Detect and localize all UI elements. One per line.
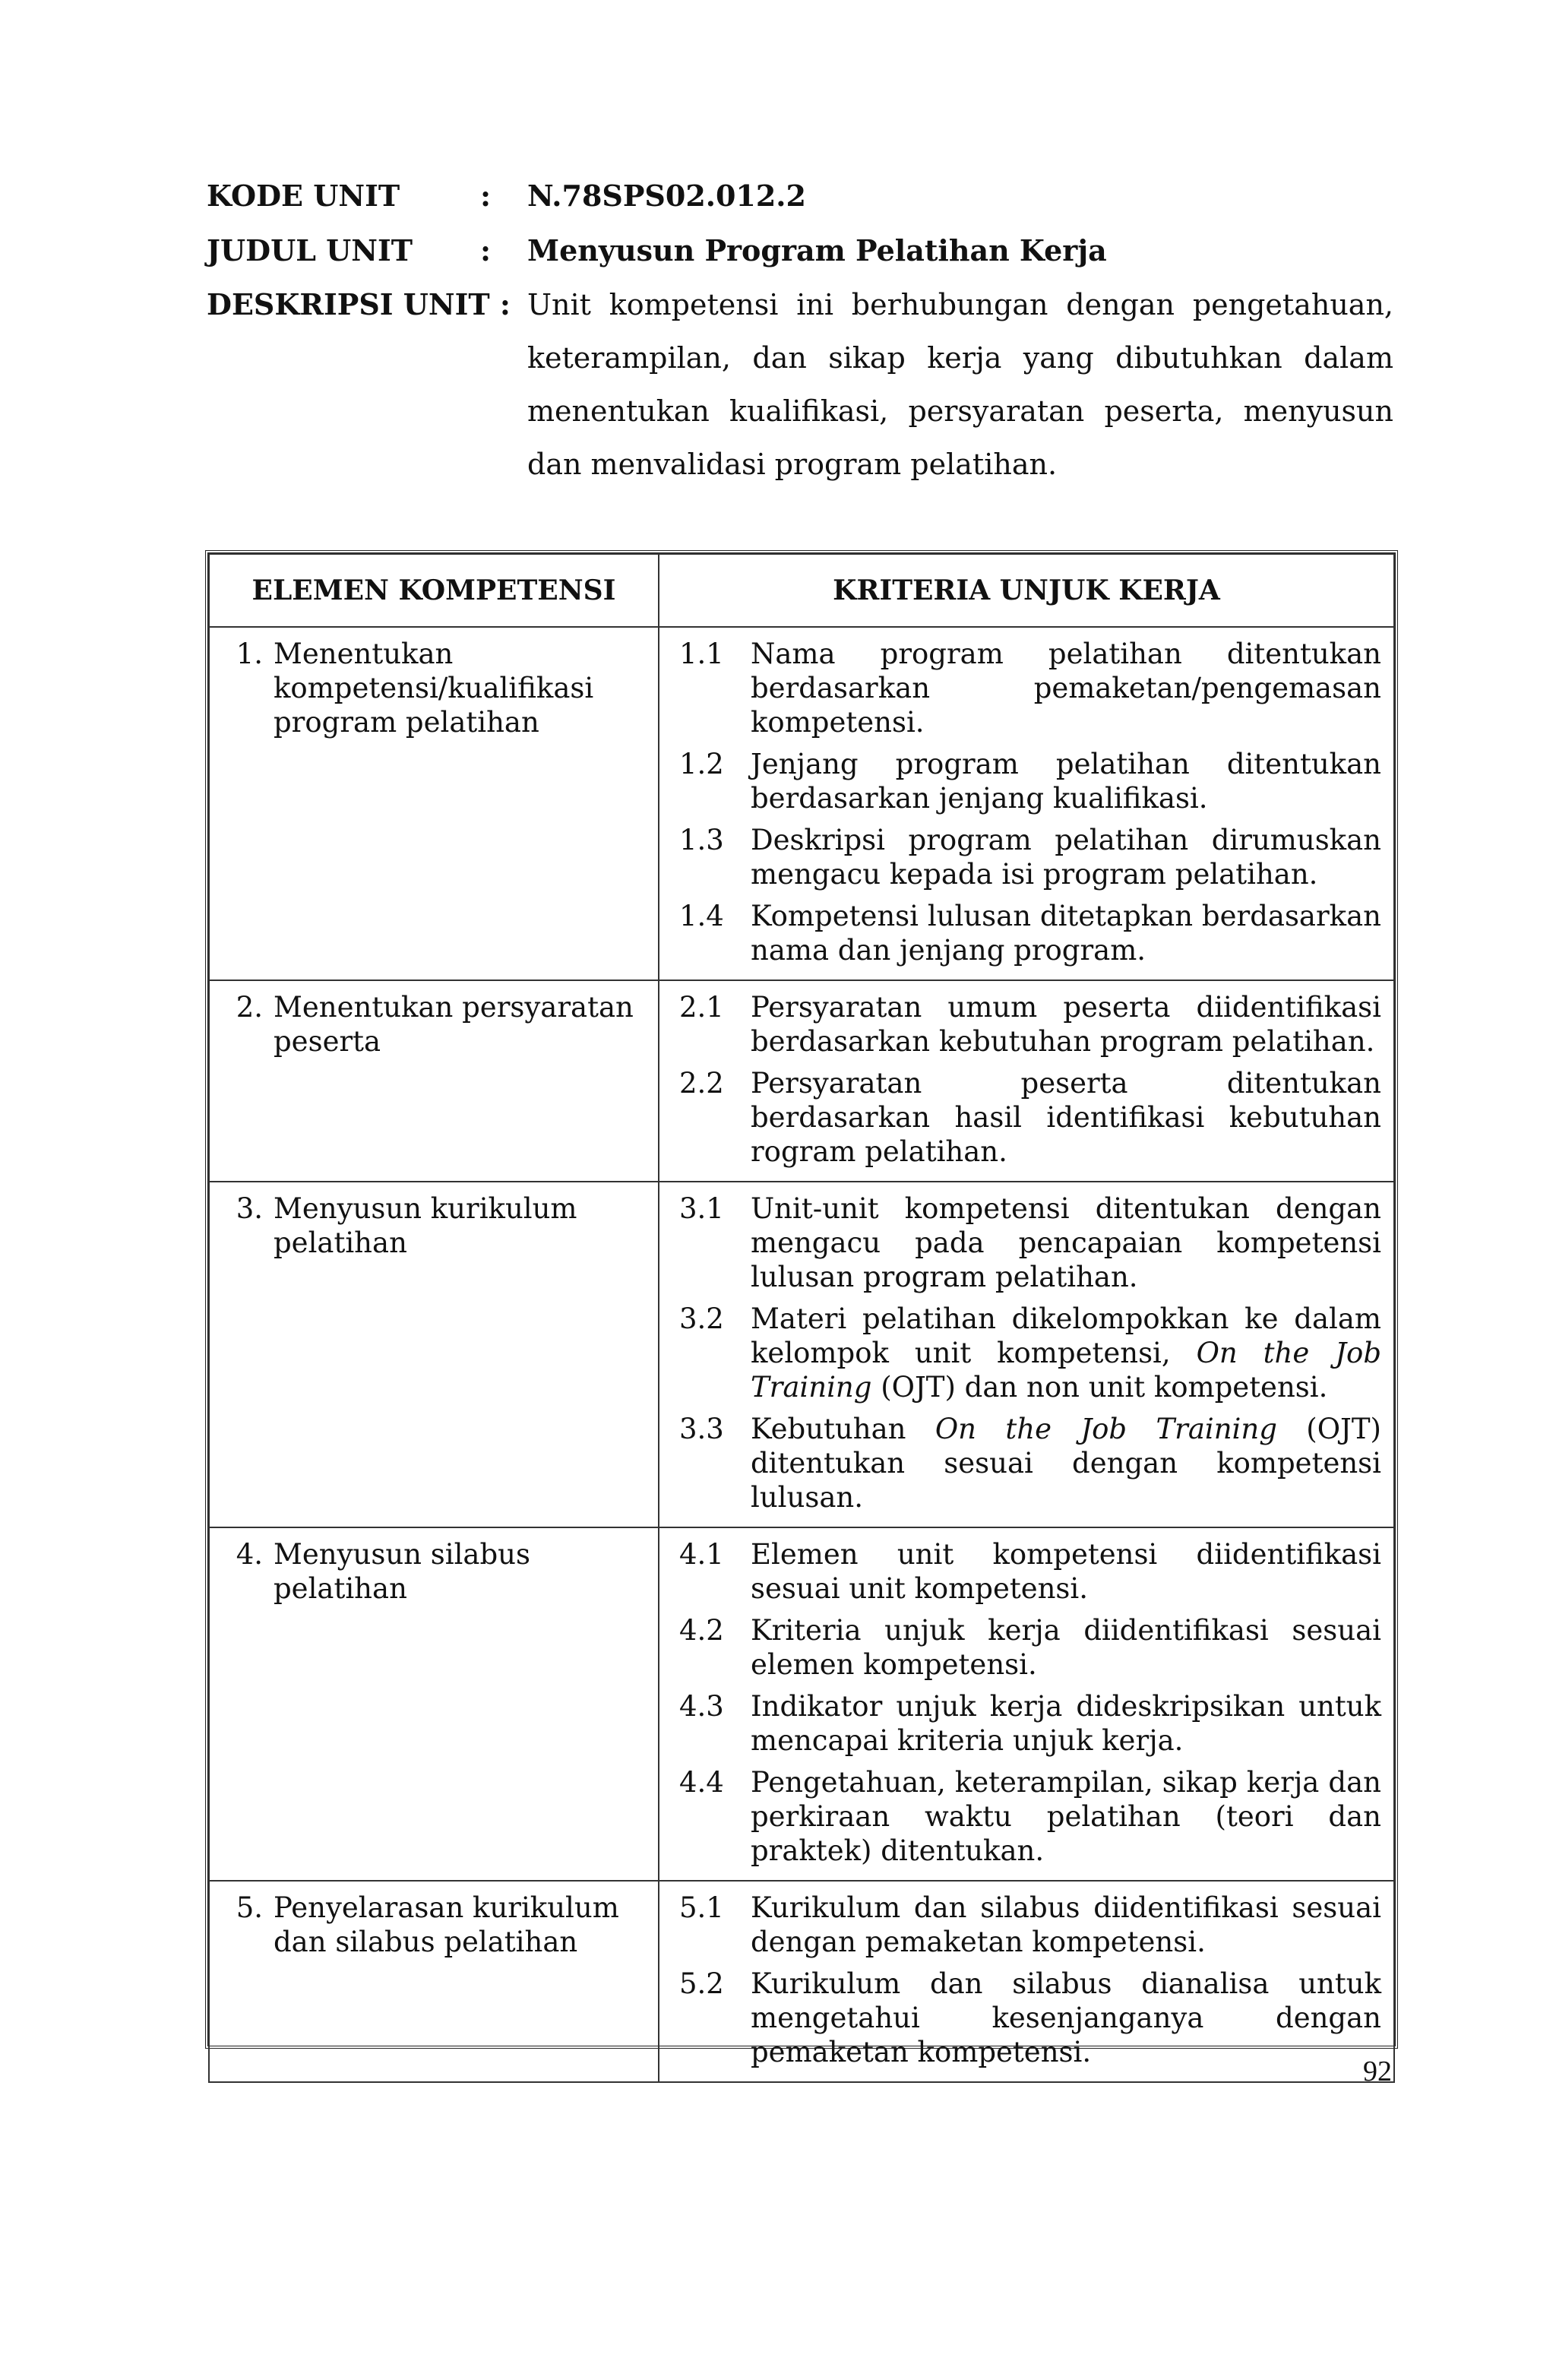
table-row — [209, 627, 1394, 980]
kriteria-item — [679, 1765, 1381, 1868]
kriteria-cell — [659, 1182, 1394, 1527]
kriteria-item — [679, 1689, 1381, 1758]
header-kriteria-unjuk-kerja: KRITERIA UNJUK KERJA — [659, 554, 1394, 627]
kriteria-item — [679, 747, 1381, 815]
kriteria-number: 5.1 — [679, 1891, 724, 1924]
kriteria-number: 2.1 — [679, 991, 724, 1024]
kriteria-text: Unit-unit kompetensi ditentukan dengan mengacu pada pencapaian kompetensi lulusan program pelatihan. — [751, 1192, 1381, 1293]
elemen-text: Penyelarasan kurikulum dan silabus pelatihan — [274, 1891, 619, 1958]
kriteria-item — [679, 1967, 1381, 2069]
kriteria-number: 4.3 — [679, 1690, 724, 1723]
kriteria-text: Elemen unit kompetensi diidentifikasi sesuai unit kompetensi. — [751, 1538, 1381, 1605]
table-row — [209, 980, 1394, 1182]
kriteria-text: Persyaratan peserta ditentukan berdasarkan hasil identifikasi kebutuhan rogram pelatihan. — [751, 1067, 1381, 1168]
header-elemen-kompetensi: ELEMEN KOMPETENSI — [209, 554, 659, 627]
elemen-number: 2. — [236, 991, 263, 1024]
elemen-text: Menentukan persyaratan peserta — [274, 991, 634, 1058]
kode-unit-value: N.78SPS02.012.2 — [527, 179, 806, 213]
kriteria-item — [679, 1066, 1381, 1169]
elemen-item — [222, 637, 646, 739]
kriteria-number: 3.3 — [679, 1413, 724, 1445]
colon: : — [480, 179, 492, 213]
colon: : — [480, 233, 492, 267]
kriteria-item — [679, 1412, 1381, 1514]
kriteria-text: Deskripsi program pelatihan dirumuskan mengacu kepada isi program pelatihan. — [751, 824, 1381, 891]
kriteria-number: 4.1 — [679, 1538, 724, 1571]
kriteria-number: 1.4 — [679, 900, 724, 932]
table-row — [209, 1527, 1394, 1881]
kriteria-number: 2.2 — [679, 1067, 724, 1100]
kriteria-number: 4.2 — [679, 1614, 724, 1647]
kriteria-cell — [659, 1527, 1394, 1881]
kriteria-text: Kriteria unjuk kerja diidentifikasi sesuai elemen kompetensi. — [751, 1614, 1381, 1681]
elemen-cell — [209, 1527, 659, 1881]
kriteria-cell — [659, 1881, 1394, 2082]
kriteria-text — [751, 1412, 1381, 1514]
kriteria-number: 3.1 — [679, 1192, 724, 1225]
kriteria-text-part: (OJT) dan non unit kompetensi. — [871, 1371, 1328, 1404]
elemen-number: 1. — [236, 638, 263, 670]
kriteria-cell — [659, 627, 1394, 980]
kode-unit-label: KODE UNIT — [207, 179, 400, 213]
elemen-text: Menyusun kurikulum pelatihan — [274, 1192, 577, 1259]
judul-unit-value: Menyusun Program Pelatihan Kerja — [527, 233, 1107, 267]
elemen-number: 5. — [236, 1891, 263, 1924]
kriteria-item — [679, 823, 1381, 891]
kriteria-item — [679, 899, 1381, 967]
kriteria-text-part: Materi pelatihan dikelompokkan ke dalam kelompok unit kompetensi, — [751, 1302, 1381, 1369]
elemen-item — [222, 1192, 646, 1260]
kriteria-item — [679, 1192, 1381, 1294]
elemen-cell — [209, 1182, 659, 1527]
kriteria-cell — [659, 980, 1394, 1182]
kriteria-number: 5.2 — [679, 1967, 724, 2000]
competency-table — [205, 550, 1398, 2068]
page-number: 92 — [1363, 2056, 1392, 2087]
kriteria-item — [679, 1613, 1381, 1682]
elemen-item — [222, 1891, 646, 1959]
deskripsi-unit-row — [207, 278, 1393, 491]
kriteria-number: 3.2 — [679, 1302, 724, 1335]
elemen-text: Menentukan kompetensi/kualifikasi program pelatihan — [274, 638, 594, 739]
kriteria-text-part: (OJT) ditentukan sesuai dengan kompetensi lulusan. — [751, 1413, 1381, 1514]
elemen-text: Menyusun silabus pelatihan — [274, 1538, 530, 1605]
kriteria-text-italic: On the Job Training — [751, 1337, 1382, 1404]
kriteria-text: Kompetensi lulusan ditetapkan berdasarkan nama dan jenjang program. — [751, 900, 1381, 967]
elemen-number: 4. — [236, 1538, 263, 1571]
elemen-cell — [209, 627, 659, 980]
deskripsi-unit-value: Unit kompetensi ini berhubungan dengan pengetahuan, keterampilan, dan sikap kerja yang dibutuhkan dalam menentukan kualifikasi, persyaratan peserta, menyusun dan menvalidasi program pelatihan. — [527, 288, 1393, 481]
kriteria-number: 1.2 — [679, 748, 724, 780]
table-row — [209, 1182, 1394, 1527]
kriteria-text: Pengetahuan, keterampilan, sikap kerja dan perkiraan waktu pelatihan (teori dan praktek) ditentukan. — [751, 1766, 1381, 1867]
kriteria-item — [679, 1891, 1381, 1959]
kriteria-number: 1.3 — [679, 824, 724, 856]
elemen-cell — [209, 980, 659, 1182]
kriteria-text: Kurikulum dan silabus diidentifikasi sesuai dengan pemaketan kompetensi. — [751, 1891, 1381, 1958]
kriteria-text-part: Kebutuhan — [751, 1413, 935, 1445]
unit-info — [207, 169, 1393, 491]
kriteria-text: Indikator unjuk kerja dideskripsikan untuk mencapai kriteria unjuk kerja. — [751, 1690, 1381, 1757]
kode-unit-row — [207, 169, 1393, 223]
kriteria-number: 4.4 — [679, 1766, 724, 1799]
elemen-cell — [209, 1881, 659, 2082]
kriteria-text: Kurikulum dan silabus dianalisa untuk mengetahui kesenjanganya dengan pemaketan kompetensi. — [751, 1967, 1381, 2068]
kriteria-number: 1.1 — [679, 638, 724, 670]
judul-unit-label: JUDUL UNIT — [207, 233, 413, 267]
kriteria-text — [751, 1302, 1381, 1404]
kriteria-item — [679, 637, 1381, 739]
table-body — [209, 627, 1394, 2082]
kriteria-text-italic: On the Job Training — [935, 1413, 1277, 1445]
kriteria-item — [679, 1537, 1381, 1606]
judul-unit-row — [207, 223, 1393, 278]
elemen-number: 3. — [236, 1192, 263, 1225]
deskripsi-unit-label: DESKRIPSI UNIT : — [207, 287, 511, 321]
kriteria-text: Persyaratan umum peserta diidentifikasi berdasarkan kebutuhan program pelatihan. — [751, 991, 1381, 1058]
table-row — [209, 1881, 1394, 2082]
kriteria-item — [679, 1302, 1381, 1404]
elemen-item — [222, 1537, 646, 1606]
elemen-item — [222, 990, 646, 1059]
kriteria-text: Nama program pelatihan ditentukan berdasarkan pemaketan/pengemasan kompetensi. — [751, 638, 1381, 739]
kriteria-item — [679, 990, 1381, 1059]
kriteria-text: Jenjang program pelatihan ditentukan berdasarkan jenjang kualifikasi. — [751, 748, 1381, 815]
